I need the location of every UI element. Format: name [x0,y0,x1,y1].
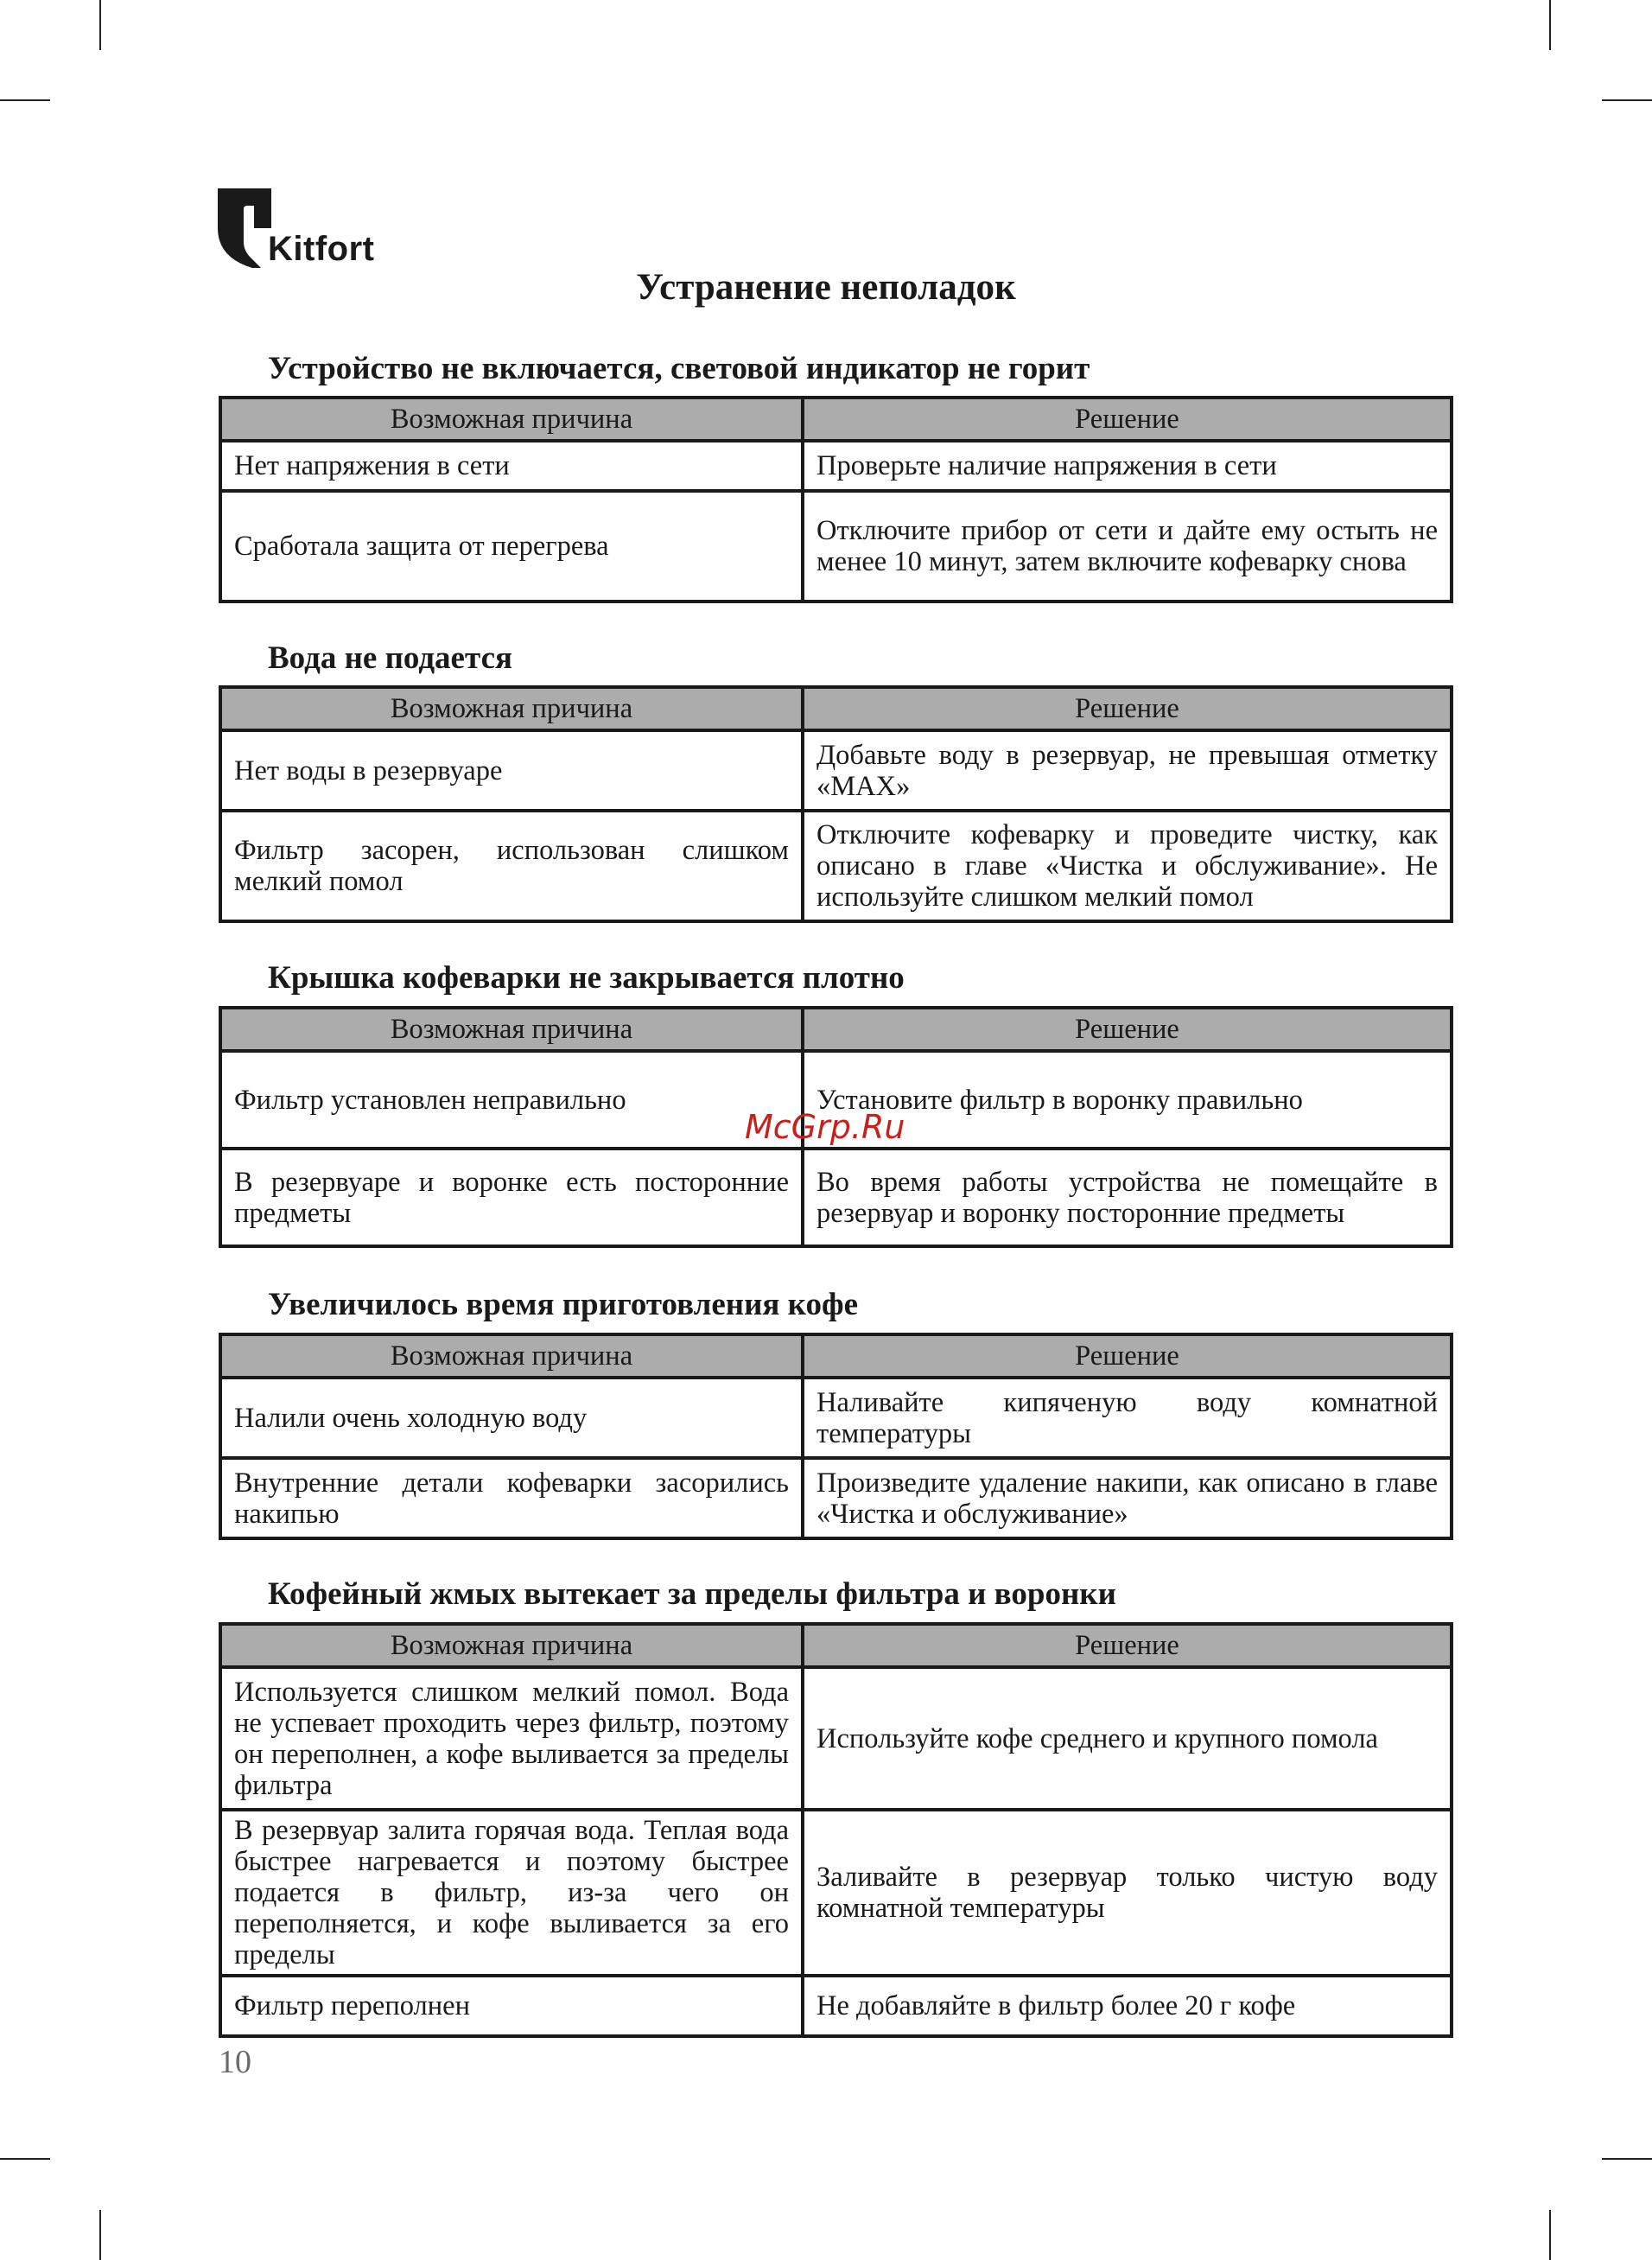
cause-cell: Нет воды в резервуаре [220,730,803,811]
table-header-row [220,1334,1452,1378]
solution-cell: Используйте кофе среднего и крупного помола [803,1667,1452,1810]
table-row [220,441,1452,491]
cause-cell: В резервуар залита горячая вода. Теплая вода быстрее нагревается и поэтому быстрее подается в фильтр, из-за чего он переполняется, и кофе выливается за его пределы [220,1810,803,1976]
solution-cell: Добавьте воду в резервуар, не превышая отметку «MAX» [803,730,1452,811]
table-row [220,1976,1452,2036]
troubleshooting-table [219,685,1453,923]
column-header-solution: Решение [803,1334,1452,1378]
crop-mark [99,2210,101,2260]
solution-cell: Во время работы устройства не помещайте в резервуар и воронку посторонние предметы [803,1149,1452,1246]
column-header-solution: Решение [803,687,1452,730]
cause-cell: Налили очень холодную воду [220,1378,803,1458]
crop-mark [1602,99,1652,101]
solution-cell: Наливайте кипяченую воду комнатной температуры [803,1378,1452,1458]
troubleshooting-table [219,1333,1453,1540]
crop-mark [1549,0,1551,50]
section-title: Кофейный жмых вытекает за пределы фильтра и воронки [268,1576,1116,1612]
column-header-solution: Решение [803,1624,1452,1667]
table-row [220,491,1452,602]
column-header-cause: Возможная причина [220,1008,803,1051]
troubleshooting-table [219,396,1453,603]
brand-name: Kitfort [268,230,375,268]
cause-cell: Фильтр установлен неправильно [220,1051,803,1149]
section-title: Крышка кофеварки не закрывается плотно [268,960,905,996]
table-header-row [220,687,1452,730]
page-number: 10 [219,2044,251,2080]
crop-mark [99,0,101,50]
column-header-solution: Решение [803,1008,1452,1051]
solution-cell: Произведите удаление накипи, как описано в главе «Чистка и обслуживание» [803,1458,1452,1538]
column-header-cause: Возможная причина [220,1624,803,1667]
table-row [220,1149,1452,1246]
crop-mark [1602,2158,1652,2160]
table-header-row [220,1008,1452,1051]
column-header-cause: Возможная причина [220,1334,803,1378]
table-header-row [220,398,1452,441]
crop-mark [1549,2210,1551,2260]
solution-cell: Установите фильтр в воронку правильно [803,1051,1452,1149]
kitfort-logo-icon [218,188,271,268]
cause-cell: Внутренние детали кофеварки засорились накипью [220,1458,803,1538]
table-row [220,811,1452,921]
column-header-cause: Возможная причина [220,687,803,730]
column-header-solution: Решение [803,398,1452,441]
solution-cell: Отключите прибор от сети и дайте ему остыть не менее 10 минут, затем включите кофеварку снова [803,491,1452,602]
cause-cell: В резервуаре и воронке есть посторонние предметы [220,1149,803,1246]
column-header-cause: Возможная причина [220,398,803,441]
table-row [220,1810,1452,1976]
watermark: McGrp.Ru [745,1108,905,1146]
solution-cell: Проверьте наличие напряжения в сети [803,441,1452,491]
solution-cell: Заливайте в резервуар только чистую воду комнатной температуры [803,1810,1452,1976]
troubleshooting-table [219,1622,1453,2038]
section-title: Устройство не включается, световой индикатор не горит [268,351,1090,386]
table-row [220,1458,1452,1538]
page-title: Устранение неполадок [636,267,1016,308]
table-row [220,1667,1452,1810]
cause-cell: Нет напряжения в сети [220,441,803,491]
cause-cell: Фильтр засорен, использован слишком мелкий помол [220,811,803,921]
solution-cell: Не добавляйте в фильтр более 20 г кофе [803,1976,1452,2036]
cause-cell: Фильтр переполнен [220,1976,803,2036]
table-row [220,730,1452,811]
crop-mark [0,2158,50,2160]
section-title: Вода не подается [268,640,513,676]
crop-mark [0,99,50,101]
cause-cell: Сработала защита от перегрева [220,491,803,602]
table-row [220,1378,1452,1458]
section-title: Увеличилось время приготовления кофе [268,1287,859,1322]
table-header-row [220,1624,1452,1667]
solution-cell: Отключите кофеварку и проведите чистку, как описано в главе «Чистка и обслуживание». Не используйте слишком мелкий помол [803,811,1452,921]
cause-cell: Используется слишком мелкий помол. Вода не успевает проходить через фильтр, поэтому он переполнен, а кофе выливается за пределы фильтра [220,1667,803,1810]
